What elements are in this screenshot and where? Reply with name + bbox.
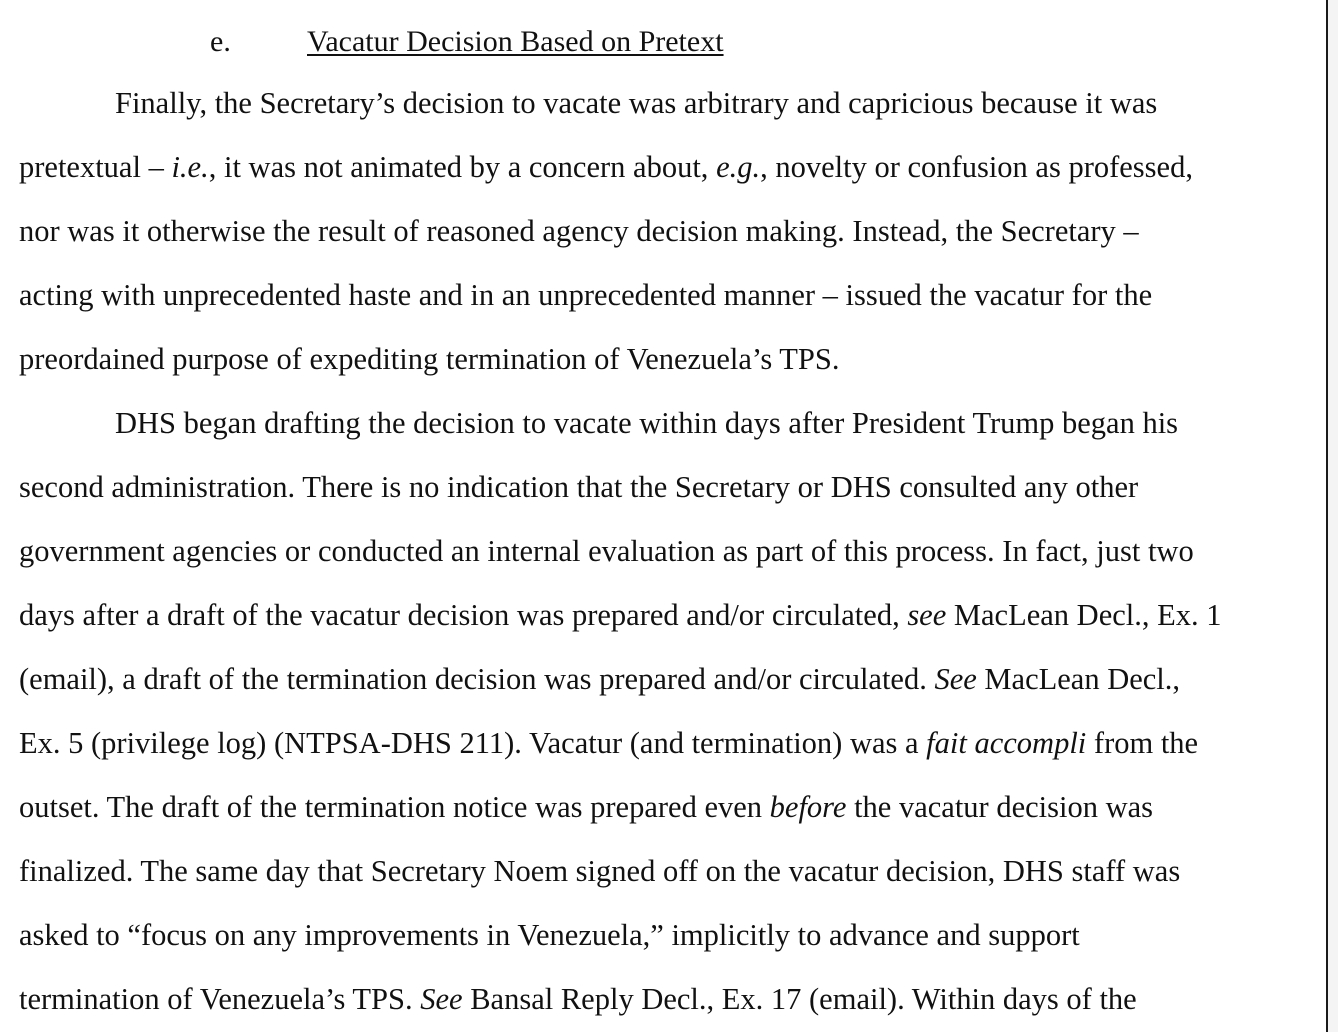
- text-line: [115, 401, 1178, 445]
- text-run: second administration. There is no indication that the Secretary or DHS consulted any other: [19, 470, 1139, 504]
- text-run: MacLean Decl., Ex. 1: [946, 598, 1222, 632]
- text-run: the vacatur decision was: [846, 790, 1154, 824]
- text-line: [19, 145, 1193, 189]
- text-line: [19, 721, 1198, 765]
- text-run: termination of Venezuela’s TPS.: [19, 982, 421, 1016]
- text-run: , novelty or confusion as professed,: [760, 150, 1193, 184]
- text-run: DHS began drafting the decision to vacate within days after President Trump began his: [115, 406, 1179, 440]
- italic-run: e.g.: [716, 150, 761, 184]
- text-line: [19, 913, 1080, 957]
- text-run: Bansal Reply Decl., Ex. 17 (email). Within days of the: [462, 982, 1137, 1016]
- text-line: [19, 337, 839, 381]
- italic-run: before: [769, 790, 847, 824]
- text-run: nor was it otherwise the result of reasoned agency decision making. Instead, the Secretary –: [19, 214, 1139, 248]
- text-line: [19, 593, 1222, 637]
- text-run: outset. The draft of the termination notice was prepared even: [19, 790, 770, 824]
- viewer-margin: [1328, 0, 1338, 1032]
- text-line: [19, 273, 1152, 317]
- text-run: acting with unprecedented haste and in an unprecedented manner – issued the vacatur for the: [19, 278, 1153, 312]
- text-run: from the: [1086, 726, 1199, 760]
- text-run: preordained purpose of expediting termination of Venezuela’s TPS.: [19, 342, 840, 376]
- text-run: pretextual –: [19, 150, 172, 184]
- text-run: government agencies or conducted an internal evaluation as part of this process. In fact, just two: [19, 534, 1194, 568]
- text-line: [19, 977, 1137, 1021]
- italic-run: i.e.: [171, 150, 209, 184]
- text-run: Finally, the Secretary’s decision to vacate was arbitrary and capricious because it was: [115, 86, 1158, 120]
- italic-run: fait accompli: [926, 726, 1087, 760]
- text-run: asked to “focus on any improvements in Venezuela,” implicitly to advance and support: [19, 918, 1080, 952]
- text-line: [19, 529, 1194, 573]
- text-line: [19, 657, 1180, 701]
- text-run: finalized. The same day that Secretary Noem signed off on the vacatur decision, DHS staff was: [19, 854, 1181, 888]
- text-line: [19, 849, 1180, 893]
- text-line: [19, 785, 1153, 829]
- text-run: MacLean Decl.,: [976, 662, 1181, 696]
- section-title: Vacatur Decision Based on Pretext: [307, 25, 724, 58]
- italic-run: See: [420, 982, 463, 1016]
- text-run: , it was not animated by a concern about,: [208, 150, 717, 184]
- italic-run: see: [907, 598, 947, 632]
- text-line: [19, 465, 1138, 509]
- text-run: Ex. 5 (privilege log) (NTPSA-DHS 211). Vacatur (and termination) was a: [19, 726, 927, 760]
- text-run: (email), a draft of the termination decision was prepared and/or circulated.: [19, 662, 935, 696]
- section-marker: e.: [210, 25, 231, 58]
- text-run: days after a draft of the vacatur decision was prepared and/or circulated,: [19, 598, 908, 632]
- text-line: [115, 81, 1157, 125]
- text-line: [19, 209, 1139, 253]
- italic-run: See: [934, 662, 977, 696]
